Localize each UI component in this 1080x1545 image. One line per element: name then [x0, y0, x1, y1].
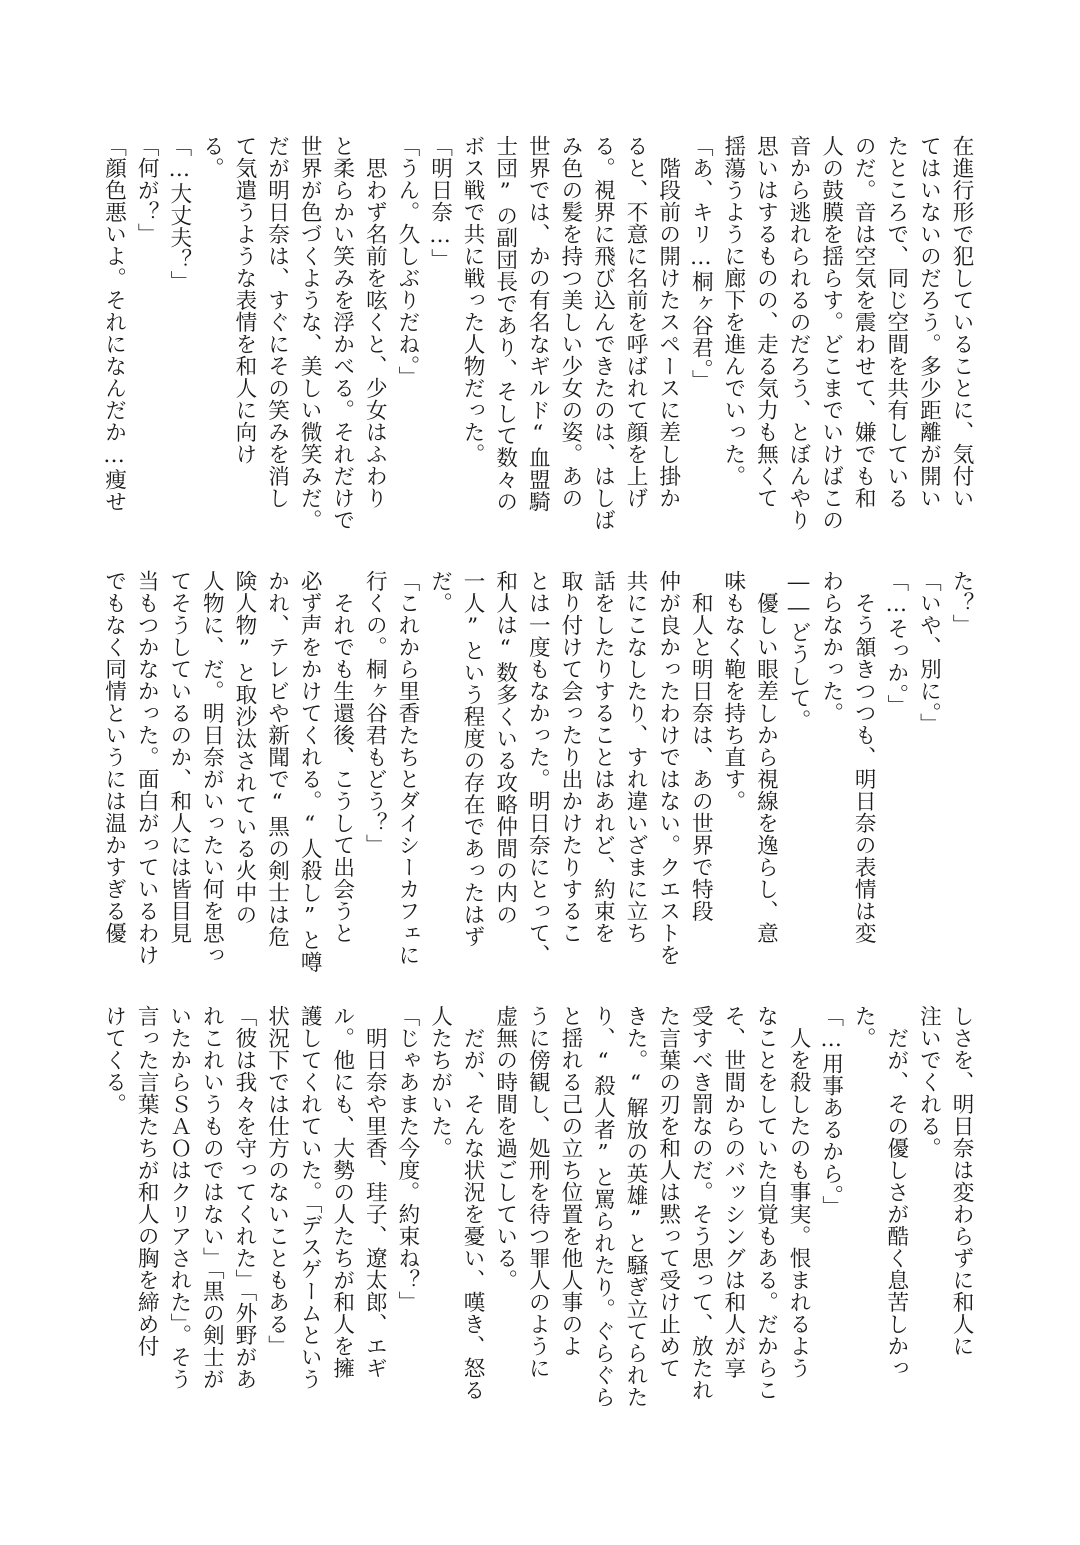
text-line: 人たちがいた。: [427, 1005, 453, 1159]
text-line: 取り付けて会ったり出かけたりするこ: [557, 570, 583, 944]
text-line: それでも生還後、こうして出会うと: [329, 570, 355, 944]
text-line: ると、不意に名前を呼ばれて顔を上げ: [623, 135, 649, 509]
text-line: 「いや、別に。」: [916, 570, 942, 736]
text-line: 和人と明日奈は、あの世界で特段: [688, 570, 714, 922]
text-line: 音から逃れられるのだろう、とぼんやり: [786, 135, 812, 531]
text-line: 仲が良かったわけではない。クエストを: [655, 570, 681, 966]
text-line: れこれいうものではない」「黒の剣士が: [199, 1005, 225, 1391]
text-line: 階段前の開けたスペースに差し掛か: [655, 135, 681, 509]
text-line: 思わず名前を呟くと、少女はふわり: [362, 135, 388, 509]
text-line: のだ。音は空気を震わせて、嫌でも和: [851, 135, 877, 509]
text-tier-top: [100, 135, 980, 555]
text-line: 明日奈や里香、珪子、遼太郎、エギ: [362, 1005, 388, 1379]
text-line: けてくる。: [101, 1005, 127, 1115]
text-line: てはいないのだろう。多少距離が開い: [916, 135, 942, 509]
text-line: ――どうして。: [786, 570, 812, 731]
text-line: わらなかった。: [818, 570, 844, 724]
text-line: 当もつかなかった。面白がっているわけ: [134, 570, 160, 966]
text-tier-middle: [100, 570, 980, 990]
text-line: て気遣うような表情を和人に向け: [231, 135, 257, 465]
text-line: ル。他にも、大勢の人たちが和人を擁: [329, 1005, 355, 1379]
text-line: た？」: [949, 570, 974, 636]
text-line: る。視界に飛び込んできたのは、はしば: [590, 135, 616, 531]
text-line: 人を殺したのも事実。恨まれるよう: [786, 1005, 812, 1379]
text-line: み色の髪を持つ美しい少女の姿。あの: [557, 135, 583, 509]
text-line: 和人は“数多くいる攻略仲間の内の: [492, 570, 518, 926]
text-line: た言葉の刃を和人は黙って受け止めて: [655, 1005, 681, 1379]
text-line: 言った言葉たちが和人の胸を締め付: [134, 1005, 160, 1357]
text-line: 「あ、キリ…桐ヶ谷君。」: [688, 135, 714, 392]
text-line: たところで、同じ空間を共有している: [883, 135, 909, 509]
text-line: いたからＳＡＯはクリアされた」。そう: [166, 1005, 192, 1391]
text-line: 「じゃあまた今度。約束ね？」: [394, 1005, 420, 1313]
text-line: た。: [851, 1005, 877, 1049]
text-line: 「…大丈夫？」: [166, 135, 192, 293]
text-line: 人物に、だ。明日奈がいったい何を思っ: [199, 570, 225, 966]
text-line: 「…用事あるから。」: [818, 1005, 844, 1218]
text-line: 揺蕩うように廊下を進んでいった。: [720, 135, 746, 487]
text-line: 「彼は我々を守ってくれた」「外野があ: [231, 1005, 257, 1391]
text-line: 「うん。久しぶりだね。」: [394, 135, 420, 389]
text-line: 「何が？」: [134, 135, 160, 245]
text-line: とは一度もなかった。明日奈にとって、: [525, 570, 551, 966]
text-line: 虚無の時間を過ごしている。: [492, 1005, 518, 1291]
text-line: 思いはするものの、走る気力も無くて: [753, 135, 779, 509]
text-line: そ、世間からのバッシングは和人が享: [720, 1005, 746, 1379]
text-line: 注いでくれる。: [916, 1005, 942, 1159]
text-line: 味もなく鞄を持ち直す。: [720, 570, 746, 812]
text-line: だが、そんな状況を憂い、嘆き、怒る: [460, 1005, 486, 1401]
text-line: 「…そっか。」: [883, 570, 909, 717]
text-line: 「これから里香たちとダイシーカフェに: [394, 570, 420, 966]
text-line: 「明日奈…」: [427, 135, 453, 271]
text-line: かれ、テレビや新聞で“黒の剣士は危: [264, 570, 290, 948]
text-line: 人の鼓膜を揺らす。どこまでいけばこの: [818, 135, 844, 531]
text-line: だが、その優しさが酷く息苦しかっ: [883, 1005, 909, 1379]
text-line: 「顔色悪いよ。それになんだか…痩せ: [101, 135, 127, 513]
text-line: ボス戦で共に戦った人物だった。: [460, 135, 486, 465]
text-line: 護してくれていた。「デスゲームという: [297, 1005, 323, 1391]
text-line: 話をしたりすることはあれど、約束を: [590, 570, 616, 944]
text-line: と柔らかい笑みを浮かべる。それだけで: [329, 135, 355, 531]
text-line: だが明日奈は、すぐにその笑みを消し: [264, 135, 290, 509]
text-line: でもなく同情というには温かすぎる優: [101, 570, 127, 944]
text-line: だ。: [427, 570, 453, 614]
text-line: 険人物”と取沙汰されている火中の: [231, 570, 257, 926]
text-line: と揺れる己の立ち位置を他人事のよ: [557, 1005, 583, 1357]
text-line: 世界が色づくような、美しい微笑みだ。: [297, 135, 323, 531]
text-line: る。: [199, 135, 225, 179]
text-line: 世界では、かの有名なギルド“血盟騎: [525, 135, 551, 513]
text-line: 行くの。桐ヶ谷君もどう？」: [362, 570, 388, 856]
text-line: 在進行形で犯していることに、気付い: [949, 135, 974, 509]
text-line: しさを、明日奈は変わらずに和人に: [949, 1005, 974, 1357]
text-line: 一人”という程度の存在であったはず: [460, 570, 486, 948]
text-tier-bottom: [100, 1005, 980, 1425]
text-line: り、“殺人者”と罵られたり。ぐらぐら: [590, 1005, 616, 1408]
text-line: 優しい眼差しから視線を逸らし、意: [753, 570, 779, 944]
text-line: 状況下では仕方のないこともある」: [264, 1005, 290, 1357]
text-line: そう頷きつつも、明日奈の表情は変: [851, 570, 877, 944]
text-line: てそうしているのか、和人には皆目見: [166, 570, 192, 944]
text-line: なことをしていた自覚もある。だからこ: [753, 1005, 779, 1401]
text-line: うに傍観し、処刑を待つ罪人のように: [525, 1005, 551, 1379]
text-line: きた。“解放の英雄”と騒ぎ立てられた: [623, 1005, 649, 1408]
text-line: 受すべき罰なのだ。そう思って、放たれ: [688, 1005, 714, 1401]
text-line: 士団”の副団長であり、そして数々の: [492, 135, 518, 513]
text-line: 共にこなしたり、すれ違いざまに立ち: [623, 570, 649, 944]
text-line: 必ず声をかけてくれる。“人殺し”と噂: [297, 570, 323, 973]
